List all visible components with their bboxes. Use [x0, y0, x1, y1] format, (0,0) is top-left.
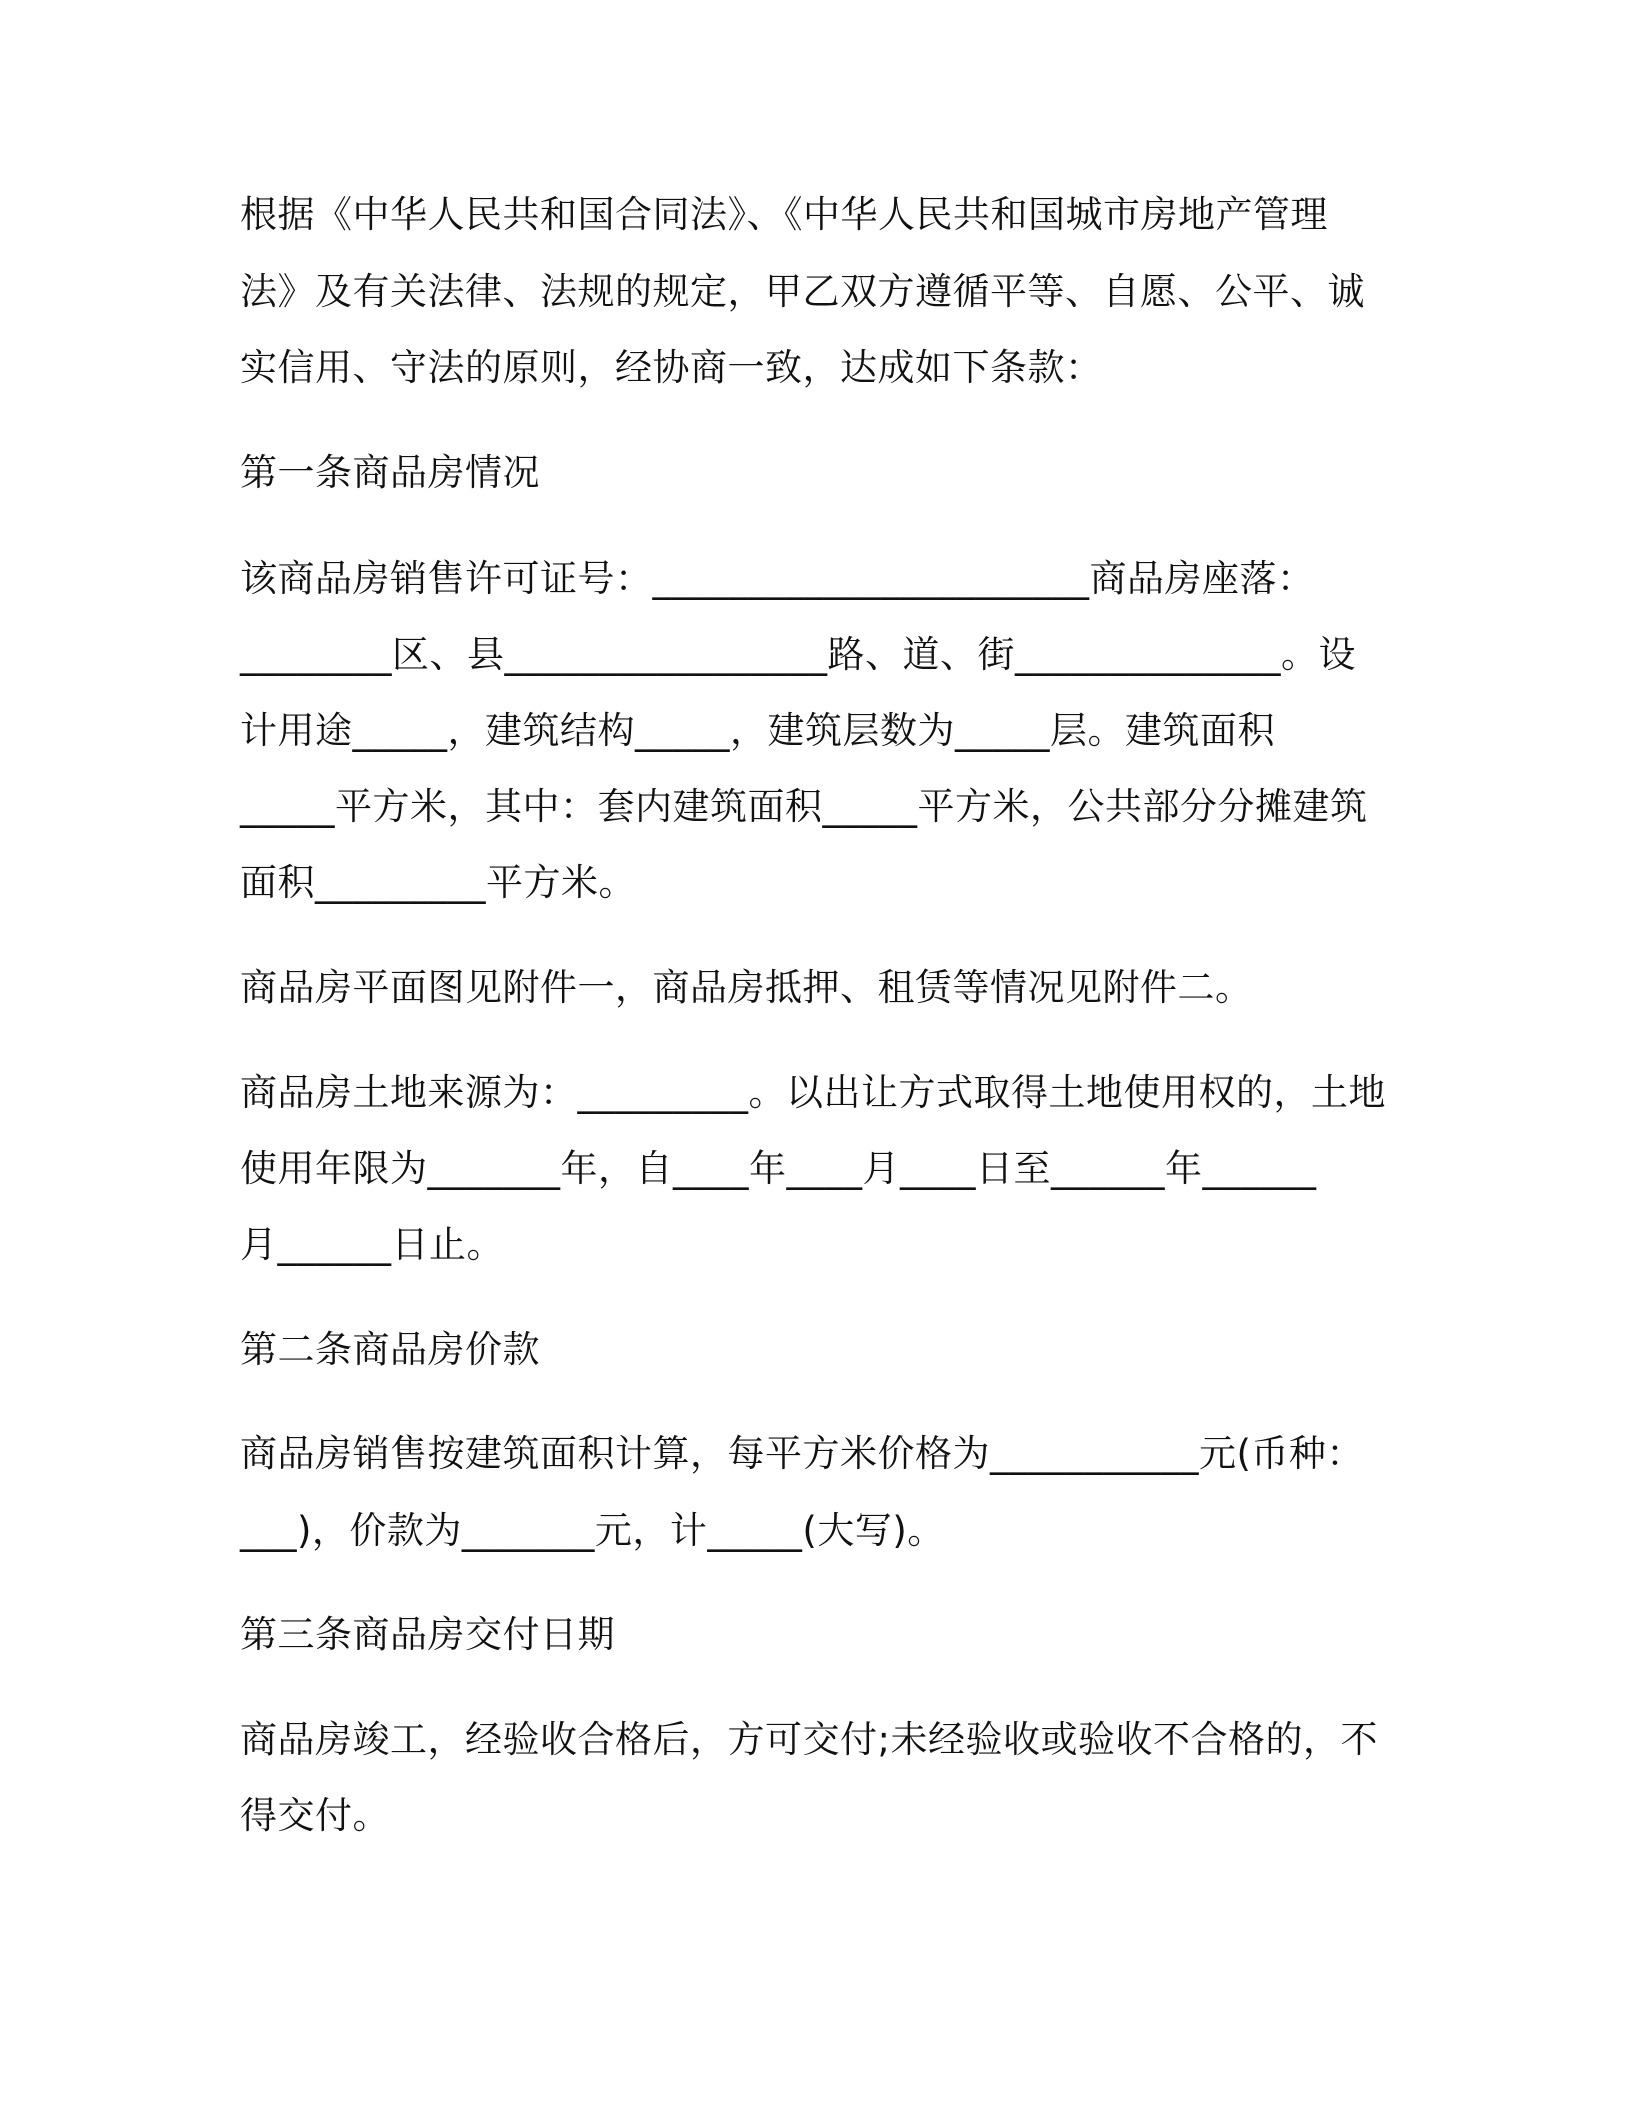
paragraph-line: _____平方米，其中：套内建筑面积_____平方米，公共部分分摊建筑: [240, 785, 1368, 828]
paragraph-line: 商品房土地来源为：_________。以出让方式取得土地使用权的，土地: [240, 1071, 1386, 1114]
section-heading: 第二条商品房价款: [240, 1328, 540, 1371]
paragraph-line: ________区、县_________________路、道、街______________。设: [240, 633, 1356, 676]
section-heading: 第一条商品房情况: [240, 451, 540, 494]
paragraph-line: 实信用、守法的原则，经协商一致，达成如下条款：: [240, 346, 1103, 389]
paragraph-line: 得交付。: [240, 1794, 390, 1837]
paragraph-line: 根据《中华人民共和国合同法》、《中华人民共和国城市房地产管理: [240, 193, 1328, 236]
paragraph-line: 计用途_____，建筑结构_____，建筑层数为_____层。建筑面积: [240, 709, 1275, 752]
paragraph-line: 使用年限为_______年，自____年____月____日至______年______: [240, 1147, 1317, 1190]
paragraph-line: 商品房竣工，经验收合格后，方可交付;未经验收或验收不合格的，不: [240, 1718, 1378, 1761]
paragraph-line: 商品房销售按建筑面积计算，每平方米价格为___________元(币种：: [240, 1432, 1364, 1475]
paragraph-line: 月______日止。: [240, 1223, 504, 1266]
paragraph-line: 法》及有关法律、法规的规定，甲乙双方遵循平等、自愿、公平、诚: [240, 270, 1365, 313]
paragraph-line: 商品房平面图见附件一，商品房抵押、租赁等情况见附件二。: [240, 966, 1253, 1009]
paragraph-line: 该商品房销售许可证号：_______________________商品房座落：: [240, 557, 1315, 600]
section-heading: 第三条商品房交付日期: [240, 1613, 615, 1656]
paragraph-line: 面积_________平方米。: [240, 861, 636, 904]
paragraph-line: ___)，价款为_______元，计_____(大写)。: [240, 1509, 945, 1552]
